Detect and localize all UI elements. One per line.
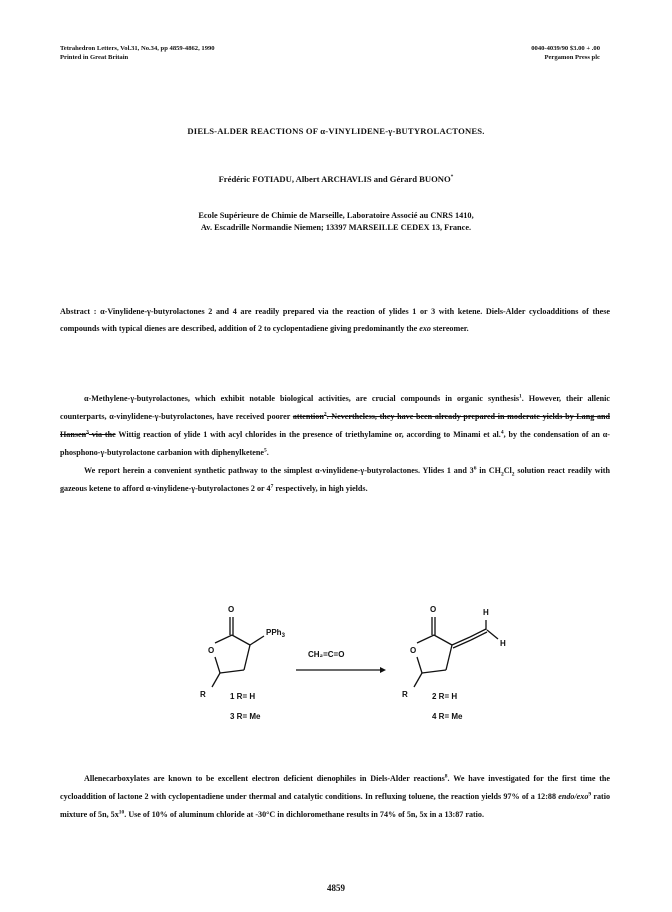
- pph-subscript: 3: [281, 633, 285, 639]
- substituent-r: R: [402, 690, 408, 699]
- ketene-reagent: CH₂=C=O: [308, 650, 345, 659]
- paper-title: DIELS-ALDER REACTIONS OF α-VINYLIDENE-γ-BUTYROLACTONES.: [187, 126, 485, 136]
- text-run: .: [266, 448, 269, 457]
- arrow-head: [380, 667, 386, 673]
- carbonyl-oxygen: O: [430, 605, 437, 614]
- compound-1-label: 1 R= H: [230, 692, 256, 701]
- carbonyl-oxygen: O: [228, 605, 235, 614]
- ref-mark: 7: [270, 483, 274, 490]
- text-run: We report herein a convenient synthetic pathway to the simplest α-vinylidene-γ-butyrolactones. Ylides 1 and 3: [84, 466, 474, 475]
- affiliation-line-2: Av. Escadrille Normandie Niemen; 13397 MARSEILLE CEDEX 13, France.: [200, 223, 472, 232]
- ring-oxygen: O: [410, 646, 417, 655]
- paragraph-1: [60, 390, 610, 462]
- corresponding-mark: *: [450, 174, 454, 181]
- text-run: Allenecarboxylates are known to be excellent electron deficient dienophiles in Diels-Alder reactions: [84, 774, 445, 783]
- lactone-1-structure: [212, 617, 264, 687]
- ring-oxygen: O: [208, 646, 215, 655]
- abstract-tail: stereomer.: [432, 324, 469, 333]
- affiliation: [0, 210, 672, 234]
- text-run: Cl: [503, 466, 512, 475]
- reaction-scheme: [170, 595, 530, 725]
- abstract: [60, 303, 610, 337]
- introduction: [60, 390, 610, 498]
- affiliation-line-1: Ecole Supérieure de Chimie de Marseille, Laboratoire Associé au CNRS 1410,: [198, 211, 474, 220]
- abstract-italic: exo: [419, 324, 431, 333]
- journal-header-right: [531, 44, 600, 62]
- ref-mark: 6: [473, 465, 477, 472]
- paragraph-2: [60, 462, 610, 498]
- text-run: . Use of 10% of aluminum chloride at -30°C in dichloromethane results in 74% of 5n, 5x in a 13:87 ratio.: [124, 810, 485, 819]
- compound-2-label: 2 R= H: [432, 692, 458, 701]
- ref-mark: 9: [588, 791, 592, 798]
- text-run: α-Methylene-γ-butyrolactones, which exhibit notable biological activities, are crucial compounds in organic synthesis: [84, 394, 520, 403]
- subscript: 2: [511, 471, 515, 478]
- subscript: 2: [500, 471, 504, 478]
- ref-mark: 2: [323, 411, 327, 418]
- text-run: solution react readily with gazeous ketene to afford α-vinylidene-γ-butyrolactones 2 or 4: [60, 466, 610, 493]
- journal-citation: Tetrahedron Letters, Vol.31, No.34, pp 4859-4862, 1990: [60, 45, 215, 52]
- text-run: Wittig reaction of ylide 1 with acyl chlorides in the presence of triethylamine or, according to Minami et al.: [118, 430, 501, 439]
- pph-text: PPh: [266, 628, 282, 637]
- text-run: via the: [88, 430, 116, 439]
- text-run: , by the condensation of an α-phosphono-γ-butyrolactone carbanion with diphenylketene: [60, 430, 610, 457]
- ref-mark: 5: [264, 447, 267, 454]
- italic-run: endo/exo: [558, 792, 589, 801]
- substituent-r: R: [200, 690, 206, 699]
- text-run: attention: [292, 412, 324, 421]
- text-run: . We have investigated for the first time the cycloaddition of lactone 2 with cyclopentadiene under thermal and catalytic conditions. In refluxing toluene, the reaction yields 97% of a 12:88: [60, 774, 610, 801]
- text-run: in CH: [476, 466, 501, 475]
- text-run: ratio mixture of 5n, 5x: [60, 792, 611, 819]
- issn-price: 0040-4039/90 $3.00 + .00: [531, 45, 600, 52]
- text-run: . Nevertheless, they have been already prepared in moderate yields by Lang and Hansen: [60, 412, 610, 439]
- author-names: Frédéric FOTIADU, Albert ARCHAVLIS and Gérard BUONO: [218, 174, 451, 184]
- lactone-2-structure: [414, 617, 498, 687]
- ref-mark: 8: [444, 773, 448, 780]
- ref-mark: 4: [500, 429, 504, 436]
- paragraph-3: [60, 770, 610, 824]
- publisher: Pergamon Press plc: [544, 54, 600, 61]
- text-run: . However, their allenic counterparts, α-vinylidene-γ-butyrolactones, have received poorer: [60, 394, 610, 421]
- compound-4-label: 4 R= Me: [432, 712, 463, 721]
- abstract-text: α-Vinylidene-γ-butyrolactones 2 and 4 are readily prepared via the reaction of ylides 1 or 3 with ketene. Diels-Alder cycloadditions of these compounds with typical dienes are described, addition of 2 to cyclopentadiene giving predominantly the: [60, 307, 610, 333]
- printed-location: Printed in Great Britain: [60, 54, 129, 61]
- ref-mark: 10: [118, 809, 125, 816]
- triphenylphosphorane-label: [266, 628, 286, 639]
- ref-mark: 3: [86, 429, 89, 436]
- diels-alder-paragraph: [60, 770, 610, 824]
- page-number: 4859: [327, 883, 345, 893]
- abstract-label: Abstract :: [60, 307, 97, 316]
- journal-header-left: [60, 44, 215, 62]
- vinylidene-h-top: H: [483, 608, 489, 617]
- author-list: [0, 174, 672, 184]
- text-run: respectively, in high yields.: [273, 484, 368, 493]
- ref-mark: 1: [519, 393, 522, 400]
- compound-3-label: 3 R= Me: [230, 712, 261, 721]
- vinylidene-h-right: H: [500, 639, 506, 648]
